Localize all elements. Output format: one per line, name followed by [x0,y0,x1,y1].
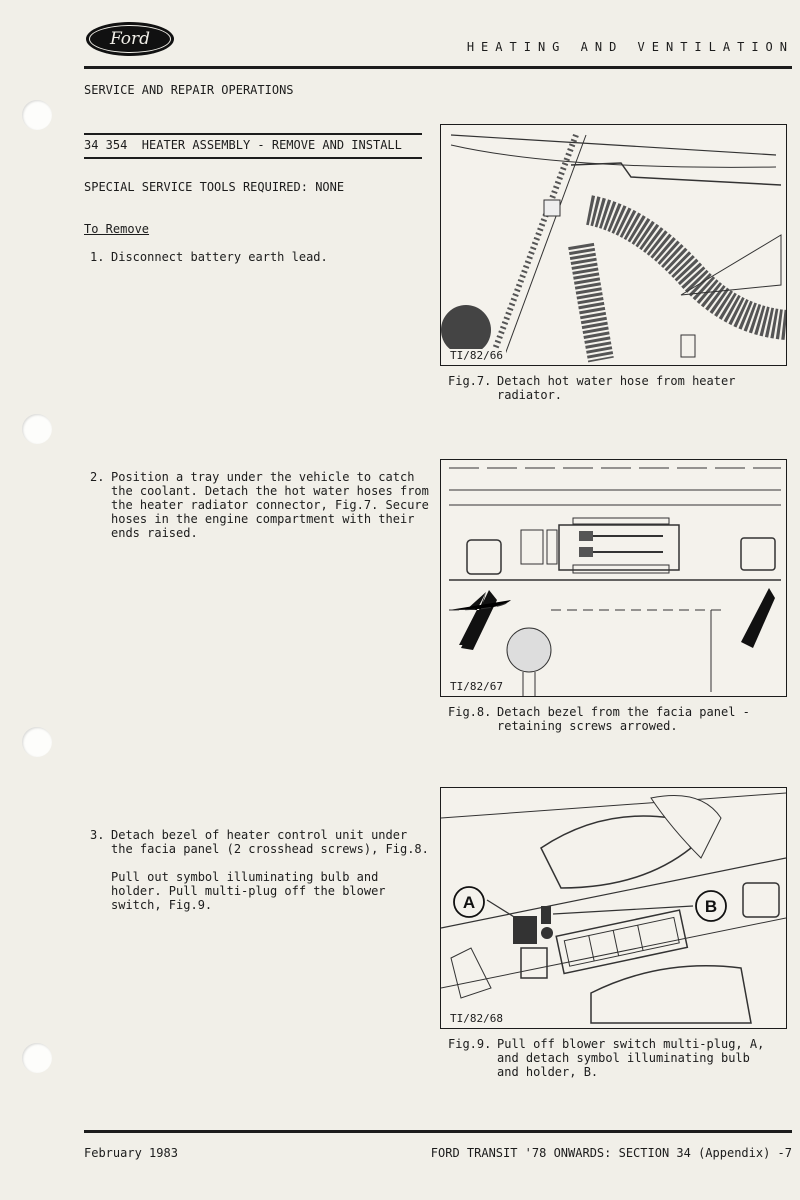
title-rule-bottom [84,157,422,159]
figure-reference: TI/82/68 [447,1012,506,1025]
figure-label: Fig.9. [448,1037,492,1051]
subheading-to-remove: To Remove [84,222,150,236]
section-label: SERVICE AND REPAIR OPERATIONS [84,83,294,97]
title-rule-top [84,133,422,135]
figure-label: Fig.8. [448,705,492,719]
figure-8-caption [448,705,778,733]
caption-text: Pull off blower switch multi-plug, A, and detach symbol illuminating bulb and holder, B. [497,1037,765,1079]
page-header-title: HEATING AND VENTILATION [466,40,794,54]
step-text: Position a tray under the vehicle to catch the coolant. Detach the hot water hoses from the heater radiator connector, Fig.7. Secure hoses in the engine compartment with their ends raised. [111,470,429,540]
step-text: Disconnect battery earth lead. [111,250,328,264]
callout-b-label: B [704,897,718,916]
step-number: 1. [90,250,105,264]
step-text: Detach bezel of heater control unit under the facia panel (2 crosshead screws), Fig.8. [111,828,429,856]
callout-a-label: A [462,893,476,912]
figure-label: Fig.7. [448,374,492,388]
ford-logo [86,22,174,56]
figure-9-illustration [440,787,787,1029]
footer-date: February 1983 [84,1146,178,1160]
figure-reference: TI/82/67 [447,680,506,693]
figure-7-caption [448,374,778,402]
figure-8-illustration [440,459,787,697]
footer-rule [84,1130,792,1133]
step-number: 3. [90,828,105,842]
figure-7-illustration [440,124,787,366]
blower-switch-drawing [441,788,786,1028]
binder-hole [22,100,52,130]
binder-hole [22,414,52,444]
operation-title: 34 354 HEATER ASSEMBLY - REMOVE AND INSTALL [84,138,402,152]
heater-hose-drawing [441,125,786,365]
figure-reference: TI/82/66 [447,349,506,362]
header-rule [84,66,792,69]
step-number: 2. [90,470,105,484]
step-1 [90,250,435,264]
step-2 [90,470,435,540]
caption-text: Detach bezel from the facia panel - retaining screws arrowed. [497,705,750,733]
tools-required: SPECIAL SERVICE TOOLS REQUIRED: NONE [84,180,345,194]
binder-hole [22,727,52,757]
step-text: Pull out symbol illuminating bulb and holder. Pull multi-plug off the blower switch, Fig.9. [111,870,386,912]
caption-text: Detach hot water hose from heater radiator. [497,374,736,402]
figure-9-caption [448,1037,778,1079]
footer-section: FORD TRANSIT '78 ONWARDS: SECTION 34 (Appendix) -7 [430,1146,792,1160]
step-3 [90,828,435,912]
facia-bezel-drawing [441,460,786,696]
logo-text: Ford [89,25,171,53]
binder-hole [22,1043,52,1073]
